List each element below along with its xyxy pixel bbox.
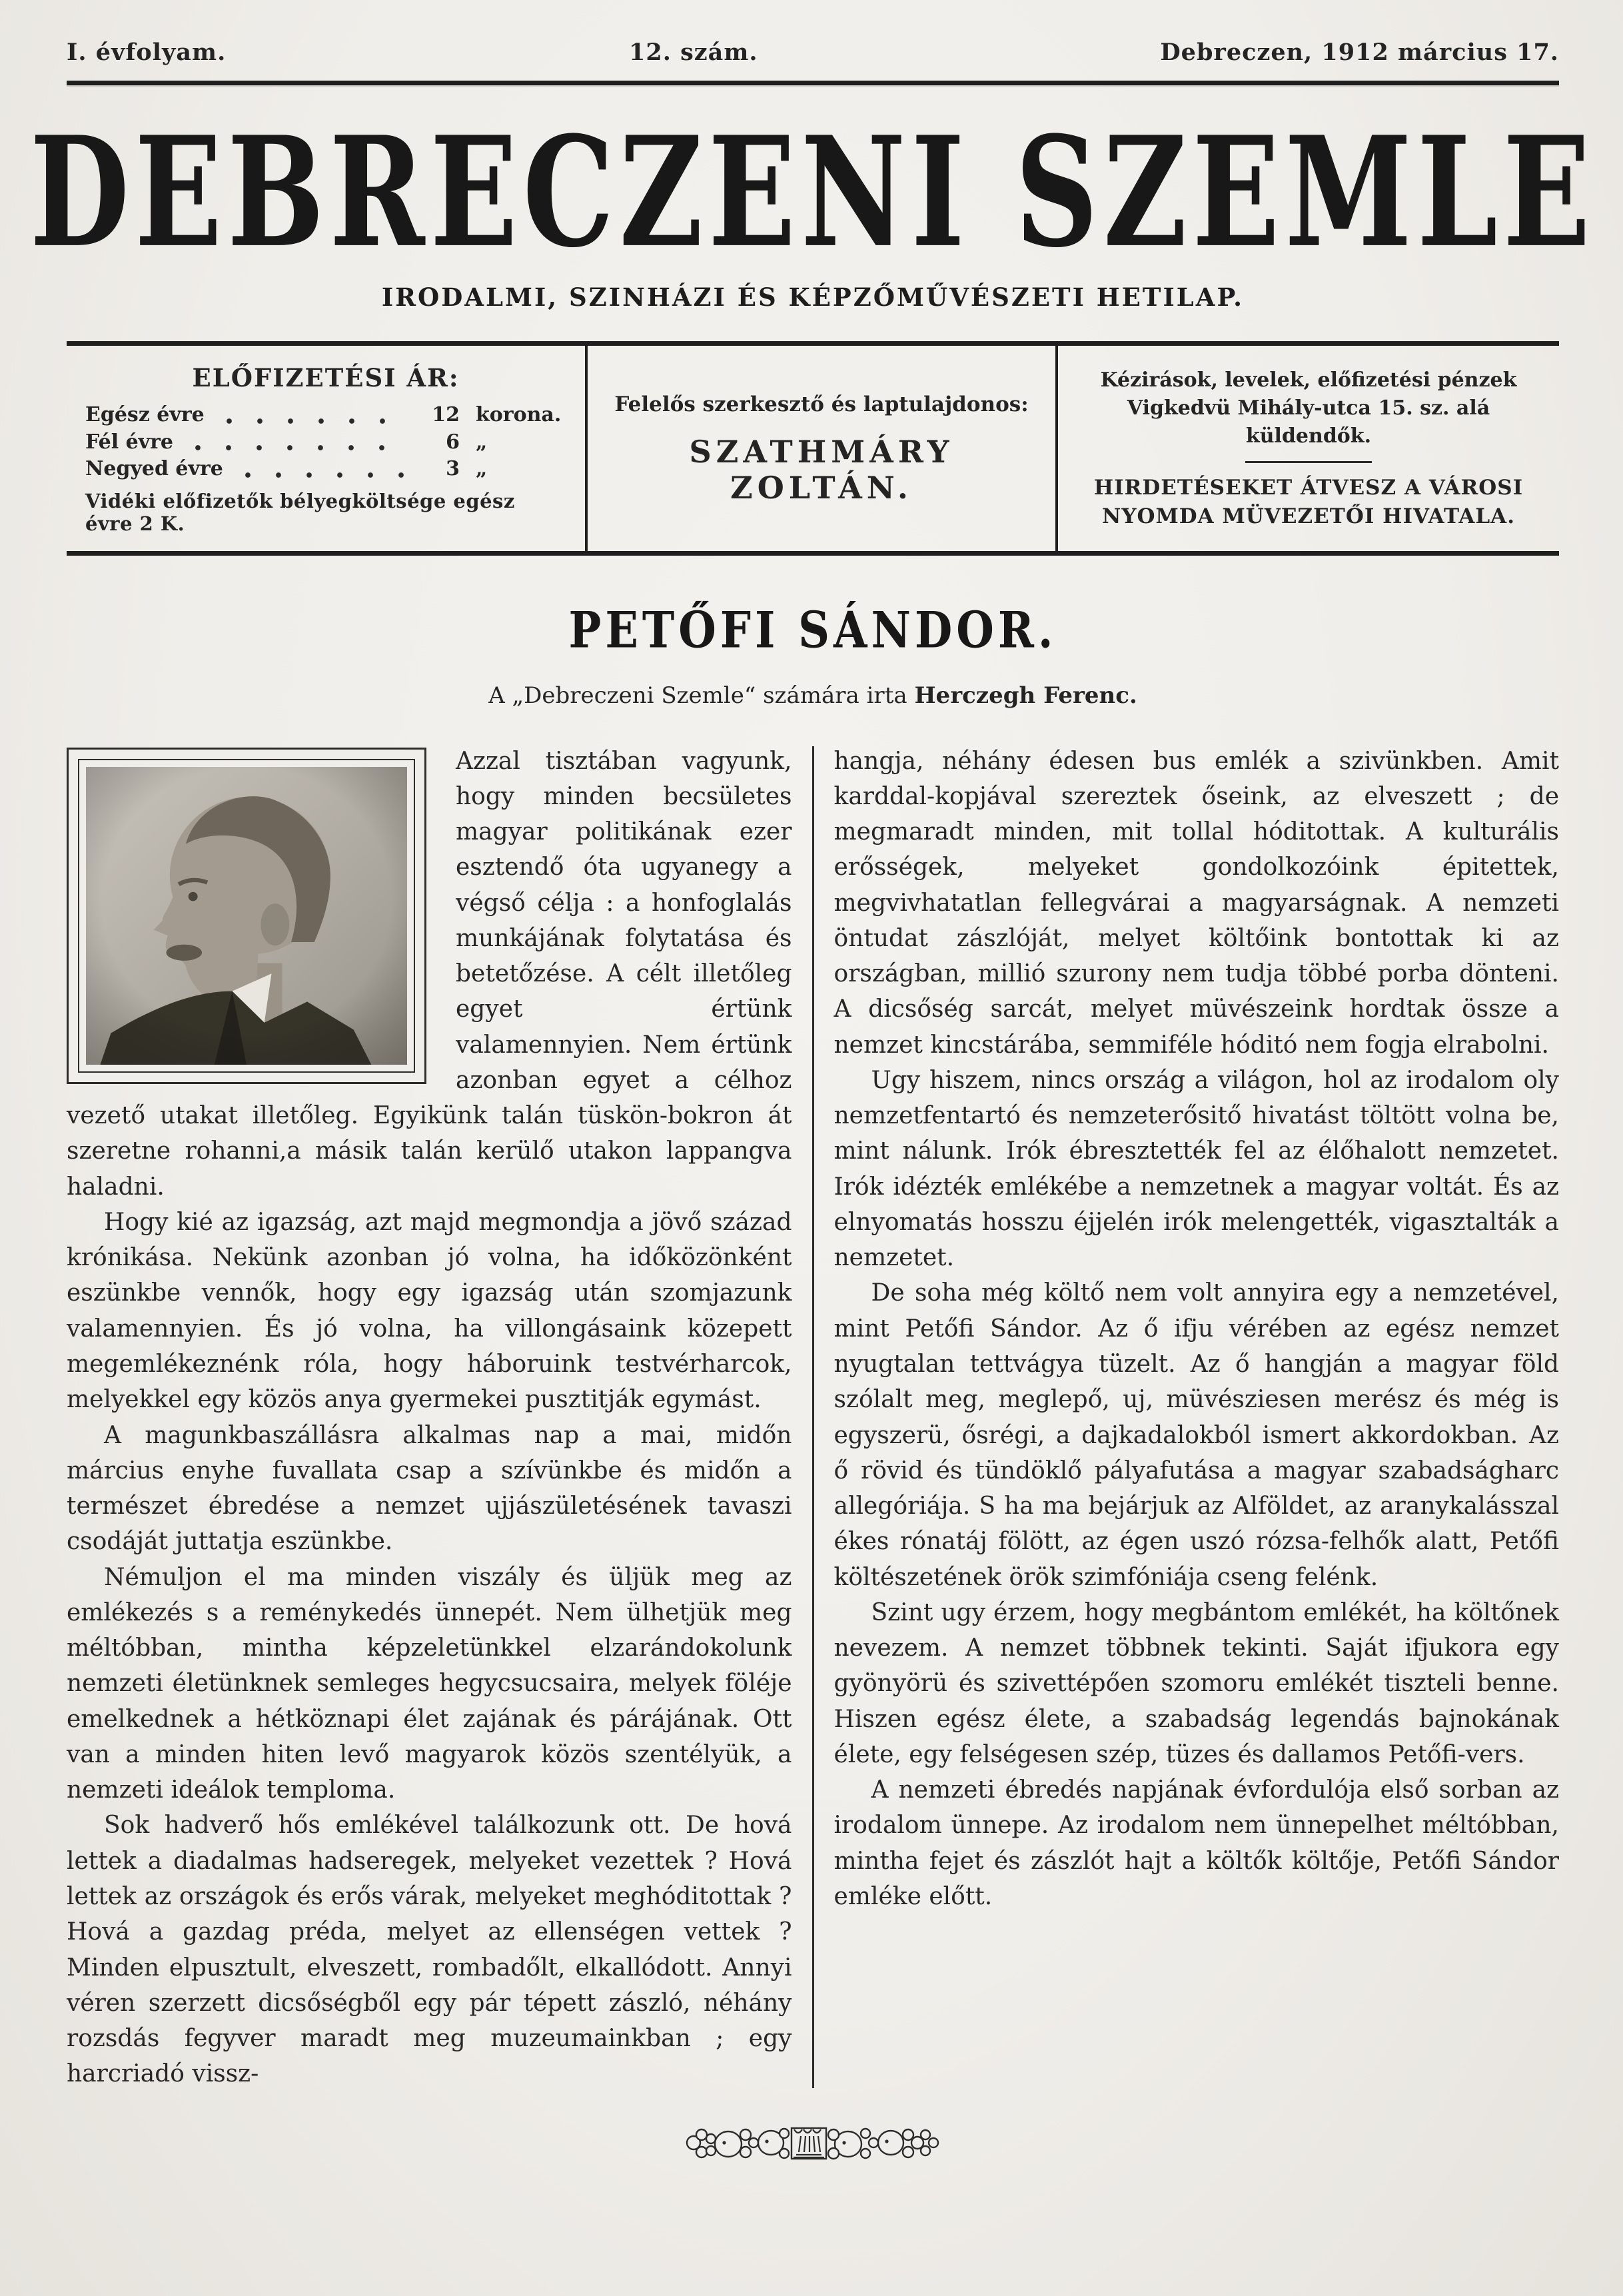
subscription-row xyxy=(85,429,566,456)
subscription-note: Vidéki előfizetők bélyegköltsége egész évre 2 K. xyxy=(85,489,515,535)
dot-leader xyxy=(233,471,404,479)
subscription-row-unit: „ xyxy=(476,430,488,454)
column-right xyxy=(834,744,1560,2092)
portrait-inner-frame xyxy=(78,759,415,1073)
byline xyxy=(67,682,1559,709)
subscription-row-unit: „ xyxy=(476,457,488,480)
byline-author: Herczegh Ferenc. xyxy=(914,682,1137,709)
masthead-subtitle: IRODALMI, SZINHÁZI ÉS KÉPZŐMŰVÉSZETI HETILAP. xyxy=(381,283,1245,312)
portrait-frame xyxy=(67,748,426,1084)
paragraph: Ugy hiszem, nincs ország a világon, hol az irodalom oly nemzetfentartó és nemzeterősitő hivatást töltött volna be, mint nálunk. Irók ébresztették fel az élőhalott nemzetet. Irók idézték emlékébe a nemzetnek a magyar voltát. És az elnyomatás hosszu éjjelén irók melengették, vigasztalták a nemzetet. xyxy=(833,1066,1559,1272)
contact-cell xyxy=(1058,346,1559,551)
editor-name: SZATHMÁRY ZOLTÁN. xyxy=(689,433,954,506)
contact-divider xyxy=(1245,461,1372,463)
info-box xyxy=(67,341,1559,556)
issue-number: 12. szám. xyxy=(629,39,758,66)
paragraph: A nemzeti ébredés napjának évfordulója első sorban az irodalom ünnepe. Az irodalom nem ünnepelhet méltóbban, mintha fejet és zászlót hajt a költők költője, Petőfi Sándor emléke előtt. xyxy=(833,1776,1559,1910)
subscription-row xyxy=(85,402,566,429)
manuscripts-note: Kézirások, levelek, előfizetési pénzek Vigkedvü Mihály-utca 15. sz. alá küldendők. xyxy=(1100,368,1517,448)
header-rule xyxy=(67,81,1559,85)
subscription-row-unit: korona. xyxy=(476,403,562,426)
paragraph: Hogy kié az igazság, azt majd megmondja a jövő század krónikása. Nekünk azonban jó volna, ha időközönként eszünkbe vennők, hogy egy igazság után szomjazunk valamennyien. És jó volna, ha villongásaink közepett megemlékeznénk róla, hogy háboruink testvérharcok, melyekkel egy közös anya gyermekei pusztitják egymást. xyxy=(67,1208,792,1414)
editor-role: Felelős szerkesztő és laptulajdonos: xyxy=(614,392,1029,416)
issue-line xyxy=(67,39,1559,66)
dateline: Debreczen, 1912 március 17. xyxy=(1160,39,1559,66)
subscription-row xyxy=(85,456,566,483)
paragraph: Azzal tisztában vagyunk, hogy minden becsületes magyar politikának ezer esztendő óta ugyanegy a végső célja : a honfoglalás munkájának folytatása és betetőzése. A célt illetőleg egyet értünk valamennyien. Nem értünk azonban egyet a célhoz vezető utakat illetőleg. Egyikünk talán tüskön-bokron át szeretne rohanni,a másik talán kerülő utakon lappangva haladni. xyxy=(67,747,792,1201)
dot-leader xyxy=(183,444,404,452)
column-divider xyxy=(812,746,814,2088)
paragraph: De soha még költő nem volt annyira egy a nemzetével, mint Petőfi Sándor. Az ő ifju vérében az egész nemzet nyugtalan tettvágya tüzelt. Az ő hangján a magyar föld szólalt meg, meglepő, uj, müvésziesen merész és még is egyszerü, ősrégi, a dajkadalokból ismert akkordokban. Az ő rövid és tündöklő pályafutása a magyar szabadságharc allegóriája. S ha ma bejárjuk az Alföldet, az aranykalásszal ékes rónatáj fölött, az égen uszó rózsa-felhők alatt, Petőfi költészetének örök szimfóniája cseng felénk. xyxy=(833,1279,1559,1591)
subscription-row-label: Negyed évre xyxy=(85,457,223,480)
subscription-row-value: 3 xyxy=(446,457,460,480)
article-title: PETŐFI SÁNDOR. xyxy=(568,600,1057,660)
subscription-row-value: 6 xyxy=(446,430,460,454)
masthead xyxy=(29,103,1596,281)
masthead-title: DEBRECZENI SZEMLE xyxy=(29,103,1596,281)
volume-label: I. évfolyam. xyxy=(67,39,227,66)
subscription-cell xyxy=(67,346,588,551)
byline-prefix: A „Debreczeni Szemle“ számára irta xyxy=(488,682,915,709)
paragraph: Sok hadverő hős emlékével találkozunk ott. De hová lettek a diadalmas hadseregek, melyeket vezettek ? Hová lettek az országok és erős várak, melyeket meghóditottak ? Hová a gazdag préda, melyet az ellenségen vettek ? Minden elpusztult, elveszett, rombadőlt, elkallódott. Annyi véren szerzett dicsőségből egy pár tépett zászló, néhány rozsdás fegyver maradt meg muzeumainkban ; egy harcriadó vissz- xyxy=(67,1812,792,2088)
paragraph: Szint ugy érzem, hogy megbántom emlékét, ha költőnek nevezem. A nemzet többnek tekinti. Saját ifjukora egy gyönyörü és szivettépően szomoru emlékét tiszteli benne. Hiszen egész élete, a szabadság legendás bajnokának élete, egy felségesen szép, tüzes és dallamos Petőfi-vers. xyxy=(833,1598,1559,1768)
paragraph: Némuljon el ma minden viszály és üljük meg az emlékezés s a reménykedés ünnepét. Nem ülhetjük meg méltóbban, mintha képzeletünkkel elzarándokolunk nemzeti életünknek semleges hegycsucsaira, melyek föléje emelkednek a hétköznapi élet zajának és párájának. Ott van a minden hiten levő magyarok közös szentélyük, a nemzeti ideálok temploma. xyxy=(67,1563,792,1804)
editor-cell xyxy=(588,346,1058,551)
paragraph: hangja, néhány édesen bus emlék a szivünkben. Amit karddal-kopjával szereztek őseink, az elveszett ; de megmaradt minden, mit tollal hóditottak. A kulturális erősségek, melyeket gondolkozóink épitettek, megvivhatatlan fellegvárai a magyarságnak. A nemzeti öntudat zászlóját, melyet költőink bontottak ki az országban, millió szurony nem tudja többé porba dönteni. A dicsőség sarcát, melyet müvészeink hordtak össze a nemzet kincstárába, semmiféle hóditó nem fogja elrabolni. xyxy=(833,747,1559,1059)
article-columns xyxy=(67,744,1559,2092)
ads-note: HIRDETÉSEKET ÁTVESZ A VÁROSI NYOMDA MÜVEZETŐI HIVATALA. xyxy=(1093,475,1524,529)
paragraph: A magunkbaszállásra alkalmas nap a mai, midőn március enyhe fuvallata csap a szívünkbe és midőn a természet ébredése a nemzet ujjászületésének tavaszi csodáját juttatja eszünkbe. xyxy=(67,1421,792,1556)
portrait-photo xyxy=(86,767,407,1065)
subscription-row-label: Egész évre xyxy=(85,403,205,426)
fruit-lyre-ornament xyxy=(683,2123,943,2164)
subscription-heading: ELŐFIZETÉSI ÁR: xyxy=(192,363,460,392)
ornament-graphic xyxy=(683,2123,943,2164)
subscription-row-value: 12 xyxy=(432,403,460,426)
subscription-row-label: Fél évre xyxy=(85,430,173,454)
dot-leader xyxy=(214,417,404,425)
column-left xyxy=(67,744,792,2092)
